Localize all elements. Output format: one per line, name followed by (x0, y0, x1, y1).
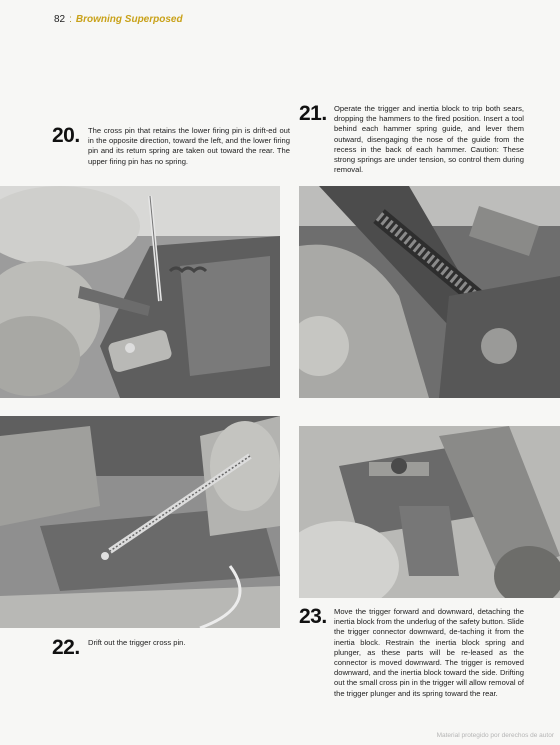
step-22-text: Drift out the trigger cross pin. (88, 638, 186, 647)
copyright-watermark: Material protegido por derechos de autor (436, 732, 554, 739)
step-20-number: 20. (52, 124, 80, 147)
step-21-text: Operate the trigger and inertia block to trip both sears, dropping the hammers to the fired position. Insert a tool behind each hammer spring guide, and lever them outward, disengaging the nose of the guide from the recess in the back of each hammer. Caution: These strong springs are under tension, so control them during removal. (334, 104, 524, 175)
photo-step-20 (0, 186, 280, 398)
photo-step-23 (299, 426, 560, 598)
photo-step-22 (0, 416, 280, 628)
step-21-number: 21. (299, 102, 327, 125)
step-22-number: 22. (52, 636, 80, 659)
photo-step-21 (299, 186, 560, 398)
step-23-number: 23. (299, 605, 327, 628)
step-20-text: The cross pin that retains the lower firing pin is drift-ed out in the opposite direction, toward the left, and the lower firing pin and its return spring are taken out toward the rear. The upper firing pin has no spring. (88, 126, 290, 166)
page-number: 82 (54, 14, 66, 25)
step-23-text: Move the trigger forward and downward, detaching the inertia block from the underlug of the safety button. Slide the trigger connector downward, de-taching it from the inertia block. Restrain the inertia block spring and plunger, as these parts will be re-leased as the connector is moved downward. The trigger is removed downward, and the inertia block toward the side. Drifting out the small cross pin in the trigger will allow removal of the trigger plunger and its spring toward the rear. (334, 607, 524, 698)
book-title: Browning Superposed (75, 14, 183, 25)
header-separator: : (69, 14, 72, 25)
page-header (54, 14, 183, 25)
